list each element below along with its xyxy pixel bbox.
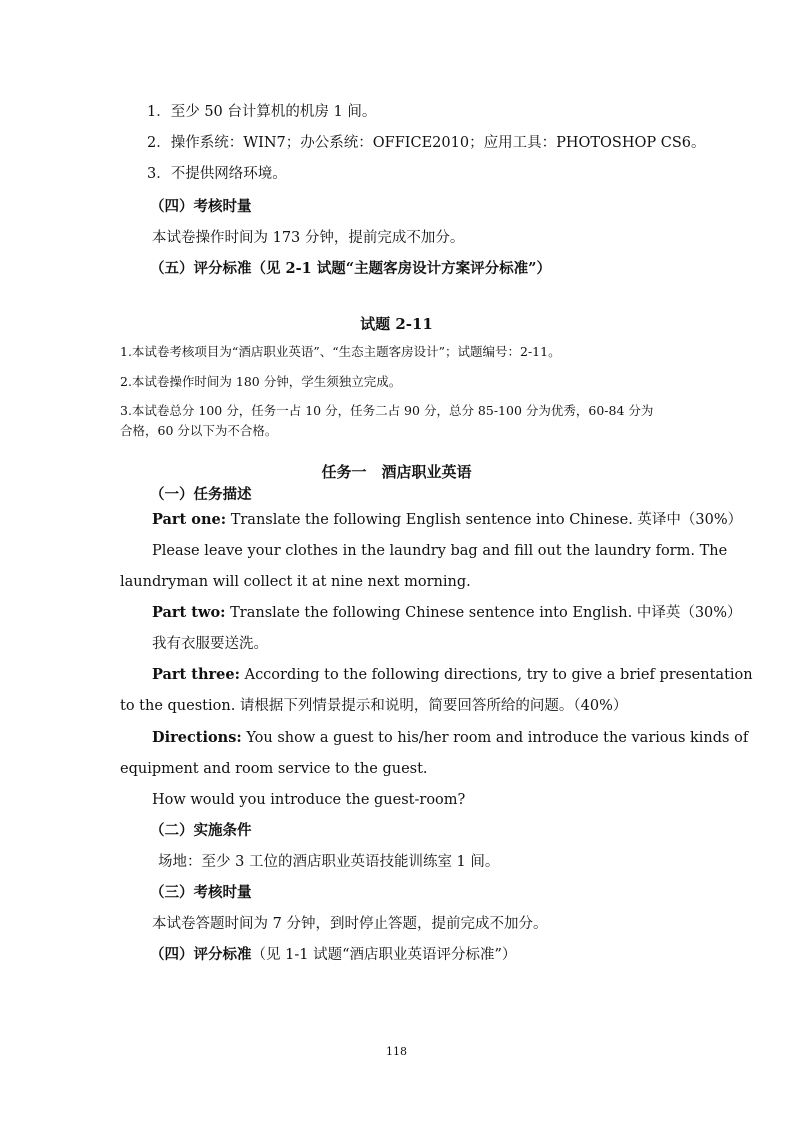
part-one-text: Translate the following English sentence into Chinese. 英译中（30%） xyxy=(226,512,743,528)
part-three xyxy=(152,665,753,685)
directions-question: How would you introduce the guest-room? xyxy=(152,792,466,808)
part-three-line2: to the question. 请根据下列情景提示和说明，简要回答所给的问题。（40%） xyxy=(120,698,628,714)
part-two-content: 我有衣服要送洗。 xyxy=(152,636,268,652)
task-title: 任务一 酒店职业英语 xyxy=(321,463,472,481)
task-desc-heading: （一）任务描述 xyxy=(150,486,252,503)
part-three-label: Part three: xyxy=(152,666,240,683)
grading-line xyxy=(150,945,516,965)
time-heading: （三）考核时量 xyxy=(150,884,252,901)
part-one xyxy=(152,510,742,530)
part-two-label: Part two: xyxy=(152,604,226,621)
grading-text: （见 1-1 试题“酒店职业英语评分标准”） xyxy=(251,947,517,963)
time-text: 本试卷答题时间为 7 分钟，到时停止答题，提前完成不加分。 xyxy=(152,916,548,932)
part-two xyxy=(152,603,742,623)
page-number: 118 xyxy=(386,1045,407,1058)
requirement-item: 3．不提供网络环境。 xyxy=(147,166,287,182)
section-text-time: 本试卷操作时间为 173 分钟，提前完成不加分。 xyxy=(152,230,465,246)
requirement-item: 1．至少 50 台计算机的机房 1 间。 xyxy=(147,104,377,120)
part-one-content: laundryman will collect it at nine next morning. xyxy=(120,574,471,590)
exam-title: 试题 2-11 xyxy=(360,315,433,333)
directions-text: You show a guest to his/her room and introduce the various kinds of xyxy=(241,730,749,746)
part-two-text: Translate the following Chinese sentence into English. 中译英（30%） xyxy=(225,605,742,621)
exam-note: 2.本试卷操作时间为 180 分钟，学生须独立完成。 xyxy=(120,374,402,389)
exam-note: 合格，60 分以下为不合格。 xyxy=(120,423,278,438)
directions xyxy=(152,728,748,748)
directions-label: Directions: xyxy=(152,729,242,746)
part-one-content: Please leave your clothes in the laundry bag and fill out the laundry form. The xyxy=(152,543,728,559)
directions-line2: equipment and room service to the guest. xyxy=(120,761,428,777)
grading-heading: （四）评分标准 xyxy=(150,946,252,963)
exam-note: 1.本试卷考核项目为“酒店职业英语”、“生态主题客房设计”；试题编号：2-11。 xyxy=(120,344,561,359)
conditions-heading: （二）实施条件 xyxy=(150,822,252,839)
section-heading-grading: （五）评分标准（见 2-1 试题“主题客房设计方案评分标准”） xyxy=(150,260,551,277)
conditions-text: 场地：至少 3 工位的酒店职业英语技能训练室 1 间。 xyxy=(158,854,500,870)
part-one-label: Part one: xyxy=(152,511,227,528)
part-three-text: According to the following directions, try to give a brief presentation xyxy=(239,667,753,683)
section-heading-time: （四）考核时量 xyxy=(150,198,252,215)
exam-note: 3.本试卷总分 100 分，任务一占 10 分，任务二占 90 分，总分 85-100 分为优秀，60-84 分为 xyxy=(120,403,654,418)
requirement-item: 2．操作系统：WIN7；办公系统：OFFICE2010；应用工具：PHOTOSHOP CS6。 xyxy=(147,135,706,151)
